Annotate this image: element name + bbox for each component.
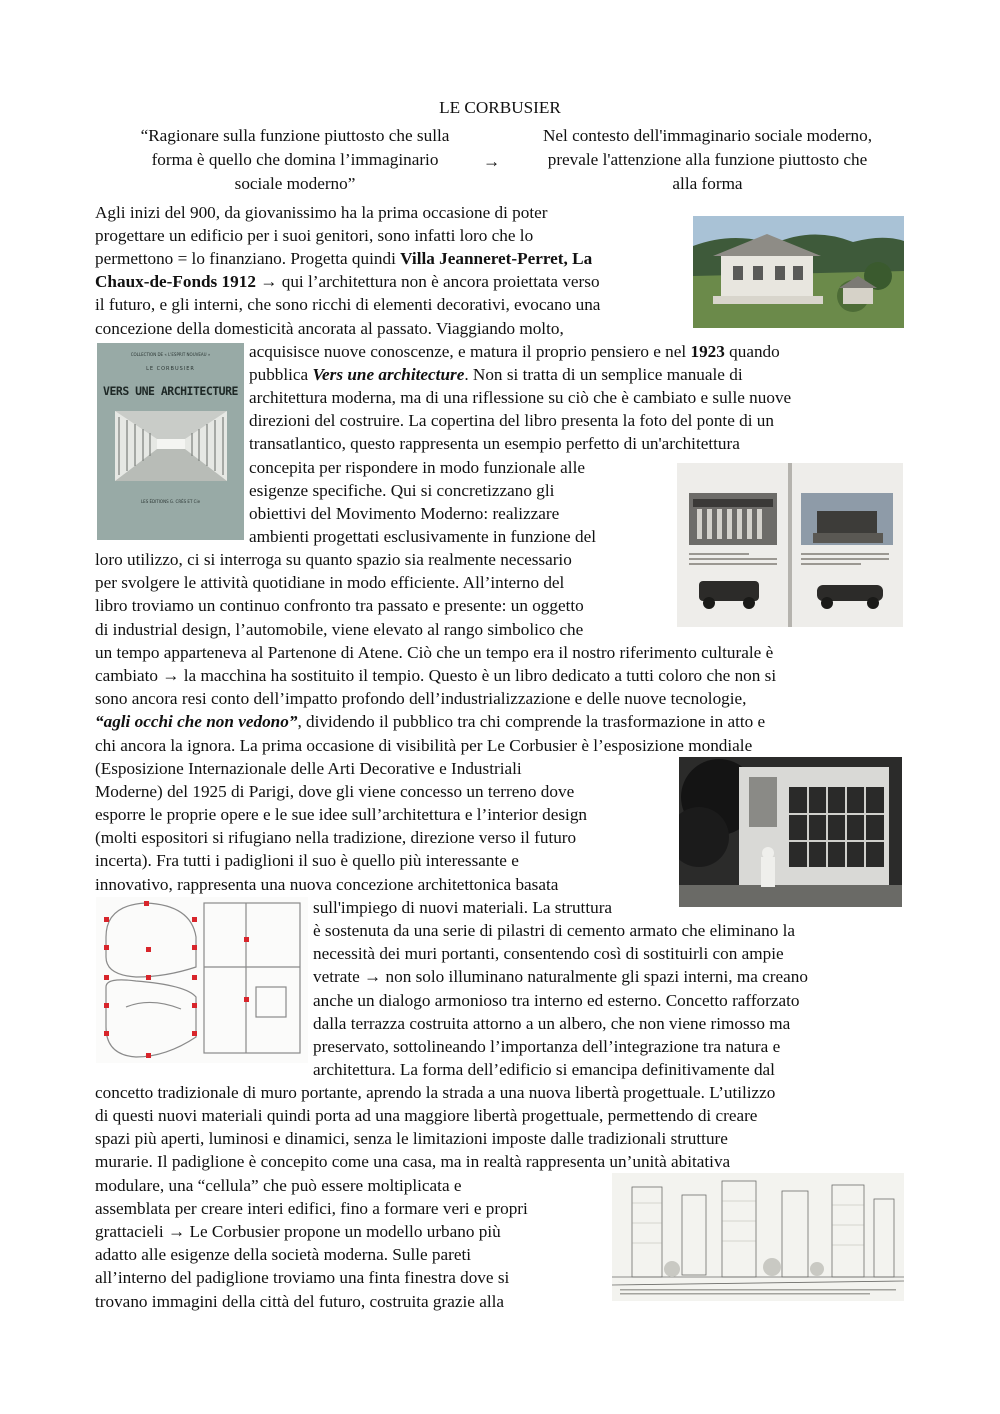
body-line (313, 942, 784, 965)
body-line (95, 734, 752, 757)
body-text-run: permettono = lo finanziano. Progetta quindi (95, 249, 401, 268)
body-text-run: pubblica (249, 365, 313, 384)
body-line (95, 571, 564, 594)
body-line (95, 1174, 462, 1197)
body-text-run: chi ancora la ignora. La prima occasione di visibilità per Le Corbusier è l’esposizione mondiale (95, 736, 753, 755)
emphasis-text: “agli occhi che non vedono” (95, 712, 298, 731)
body-line (95, 710, 765, 733)
body-line (313, 919, 795, 942)
body-text-run: transatlantico, questo rappresenta un esempio perfetto di un'architettura (249, 434, 740, 453)
body-text-run: Agli inizi del 900, da giovanissimo ha la prima occasione di poter (95, 203, 548, 222)
body-text-run: cambiato → la macchina ha sostituito il tempio. Questo è un libro dedicato a tutti coloro che non si (95, 666, 777, 685)
body-line (95, 1290, 504, 1313)
body-line (313, 896, 612, 919)
body-text-run: progettare un edificio per i suoi genitori, sono infatti loro che lo (95, 226, 534, 245)
body-text-run: incerta). Fra tutti i padiglioni il suo è quello più interessante e (95, 851, 519, 870)
body-line (95, 618, 583, 641)
villa-jeanneret-photo (693, 216, 904, 328)
body-text-run: modulare, una “cellula” che può essere moltiplicata e (95, 1176, 462, 1195)
cover-title: VERS UNE ARCHITECTURE (103, 384, 238, 398)
emphasis-text: Villa Jeanneret-Perret, La (400, 249, 593, 268)
body-text-run: sono ancora resi conto dell’impatto profondo dell’industrializzazione e delle nuove tecnologie, (95, 689, 747, 708)
temple-car-book-spread (677, 463, 903, 627)
body-text-run: (molti espositori si rifugiano nella tradizione, direzione verso il futuro (95, 828, 577, 847)
body-line (95, 873, 558, 896)
cover-publisher: LES ÉDITIONS G. CRÈS ET Cie (140, 499, 201, 504)
page-title: LE CORBUSIER (439, 98, 561, 117)
body-line (249, 386, 791, 409)
body-text-run: esporre le proprie opere e le sue idee sull’architettura e l’interior design (95, 805, 588, 824)
vers-une-architecture-cover (97, 343, 244, 540)
body-line (313, 965, 808, 988)
body-line (249, 340, 780, 363)
body-text-run: ambienti progettati esclusivamente in funzione del (249, 527, 596, 546)
body-text-run: murarie. Il padiglione è concepito come una casa, ma in realtà rappresenta un’unità abitativa (95, 1152, 731, 1171)
body-text-run: dalla terrazza costruita attorno a un albero, che non viene rimosso ma (313, 1014, 791, 1033)
body-line (95, 1243, 471, 1266)
body-text-run: architettura. La forma dell’edificio si emancipa definitivamente dal (313, 1060, 775, 1079)
explanation-line: alla forma (672, 174, 743, 193)
body-line (95, 757, 522, 780)
body-text-run: esigenze specifiche. Qui si concretizzano gli (249, 481, 555, 500)
body-line (95, 803, 587, 826)
body-text-run: concezione della domesticità ancorata al passato. Viaggiando molto, (95, 319, 564, 338)
emphasis-text: Chaux-de-Fonds 1912 (95, 272, 256, 291)
body-line (249, 409, 774, 432)
body-text-run: concepita per rispondere in modo funzionale alle (249, 458, 585, 477)
emphasis-text: 1923 (690, 342, 725, 361)
body-text-run: adatto alle esigenze della società moderna. Sulle pareti (95, 1245, 472, 1264)
body-text-run: (Esposizione Internazionale delle Arti Decorative e Industriali (95, 759, 522, 778)
cover-author: LE CORBUSIER (146, 366, 195, 372)
emphasis-text: Vers une architecture (312, 365, 465, 384)
body-line (95, 687, 746, 710)
pavilion-floor-plan (96, 897, 308, 1063)
body-text-run: acquisisce nuove conoscenze, e matura il proprio pensiero e nel (249, 342, 691, 361)
body-text-run: libro troviamo un continuo confronto tra passato e presente: un oggetto (95, 596, 584, 615)
body-line (95, 1266, 509, 1289)
cover-collection: COLLECTION DE « L'ESPRIT NOUVEAU » (130, 352, 211, 357)
body-text-run: → qui l’architettura non è ancora proiettata verso (255, 272, 600, 291)
body-line (249, 363, 743, 386)
body-line (95, 201, 548, 224)
body-text-run: architettura moderna, ma di una riflessione su ciò che è cambiato e sulle nuove (249, 388, 792, 407)
body-text-run: anche un dialogo armonioso tra interno ed esterno. Concetto rafforzato (313, 991, 800, 1010)
explanation-line: Nel contesto dell'immaginario sociale moderno, (542, 126, 873, 145)
body-text-run: vetrate → non solo illuminano naturalmente gli spazi interni, ma creano (313, 967, 808, 986)
body-line (95, 780, 574, 803)
body-line (95, 1081, 775, 1104)
esprit-nouveau-pavilion-photo (679, 757, 902, 907)
body-line (95, 1150, 730, 1173)
ville-contemporaine-sketch (612, 1173, 904, 1301)
body-line (313, 1035, 780, 1058)
body-text-run: all’interno del padiglione troviamo una finta finestra dove si (95, 1268, 510, 1287)
body-text-run: il futuro, e gli interni, che sono ricchi di elementi decorativi, evocano una (95, 295, 601, 314)
body-text-run: concetto tradizionale di muro portante, aprendo la strada a una nuova libertà progettuale. L’utilizzo (95, 1083, 776, 1102)
body-line (313, 1012, 790, 1035)
body-text-run: Moderne) del 1925 di Parigi, dove gli viene concesso un terreno dove (95, 782, 575, 801)
body-line (249, 479, 554, 502)
body-line (95, 849, 519, 872)
body-line (95, 1127, 728, 1150)
body-text-run: quando (724, 342, 780, 361)
body-text-run: di industrial design, l’automobile, viene elevato al rango simbolico che (95, 620, 584, 639)
body-text-run: . Non si tratta di un semplice manuale di (464, 365, 743, 384)
body-text-run: un tempo apparteneva al Partenone di Atene. Ciò che un tempo era il nostro riferimento culturale è (95, 643, 774, 662)
body-text-run: spazi più aperti, luminosi e dinamici, senza le limitazioni imposte dalle tradizionali strutture (95, 1129, 728, 1148)
body-text-run: direzioni del costruire. La copertina del libro presenta la foto del ponte di un (249, 411, 774, 430)
body-text-run: di questi nuovi materiali quindi porta ad una maggiore libertà progettuale, permettendo di creare (95, 1106, 758, 1125)
body-text-run: trovano immagini della città del futuro, costruita grazie alla (95, 1292, 505, 1311)
body-text-run: , dividendo il pubblico tra chi comprende la trasformazione in atto e (297, 712, 766, 731)
quote-line: sociale moderno” (234, 174, 356, 193)
body-line (95, 247, 592, 270)
body-line (95, 224, 533, 247)
body-line (95, 1104, 757, 1127)
body-text-run: preservato, sottolineando l’importanza dell’integrazione tra natura e (313, 1037, 781, 1056)
body-line (95, 594, 584, 617)
body-line (95, 826, 576, 849)
body-line (95, 1220, 501, 1243)
body-text-run: grattacieli → Le Corbusier propone un modello urbano più (95, 1222, 501, 1241)
body-line (313, 1058, 775, 1081)
explanation-line: prevale l'attenzione alla funzione piuttosto che (547, 150, 868, 169)
body-line (95, 270, 600, 293)
body-text-run: per svolgere le attività quotidiane in modo efficiente. All’interno del (95, 573, 565, 592)
body-line (95, 293, 600, 316)
body-text-run: sull'impiego di nuovi materiali. La struttura (313, 898, 613, 917)
quote-line: forma è quello che domina l’immaginario (151, 150, 439, 169)
body-line (95, 317, 564, 340)
body-text-run: loro utilizzo, ci si interroga su quanto spazio sia realmente necessario (95, 550, 572, 569)
body-line (249, 525, 596, 548)
body-line (313, 989, 800, 1012)
body-line (249, 432, 740, 455)
body-line (95, 664, 776, 687)
header-arrow: → (483, 152, 501, 171)
body-line (95, 548, 572, 571)
body-text-run: innovativo, rappresenta una nuova concezione architettonica basata (95, 875, 559, 894)
body-line (249, 456, 585, 479)
body-line (95, 641, 773, 664)
body-text-run: è sostenuta da una serie di pilastri di cemento armato che eliminano la (313, 921, 796, 940)
body-line (95, 1197, 528, 1220)
body-text-run: necessità dei muri portanti, consentendo così di sostituirli con ampie (313, 944, 784, 963)
body-text-run: assemblata per creare interi edifici, fino a formare veri e propri (95, 1199, 528, 1218)
body-text-run: obiettivi del Movimento Moderno: realizzare (249, 504, 560, 523)
body-line (249, 502, 559, 525)
quote-line: “Ragionare sulla funzione piuttosto che sulla (140, 126, 450, 145)
cover-photo-ship-deck (115, 411, 227, 481)
